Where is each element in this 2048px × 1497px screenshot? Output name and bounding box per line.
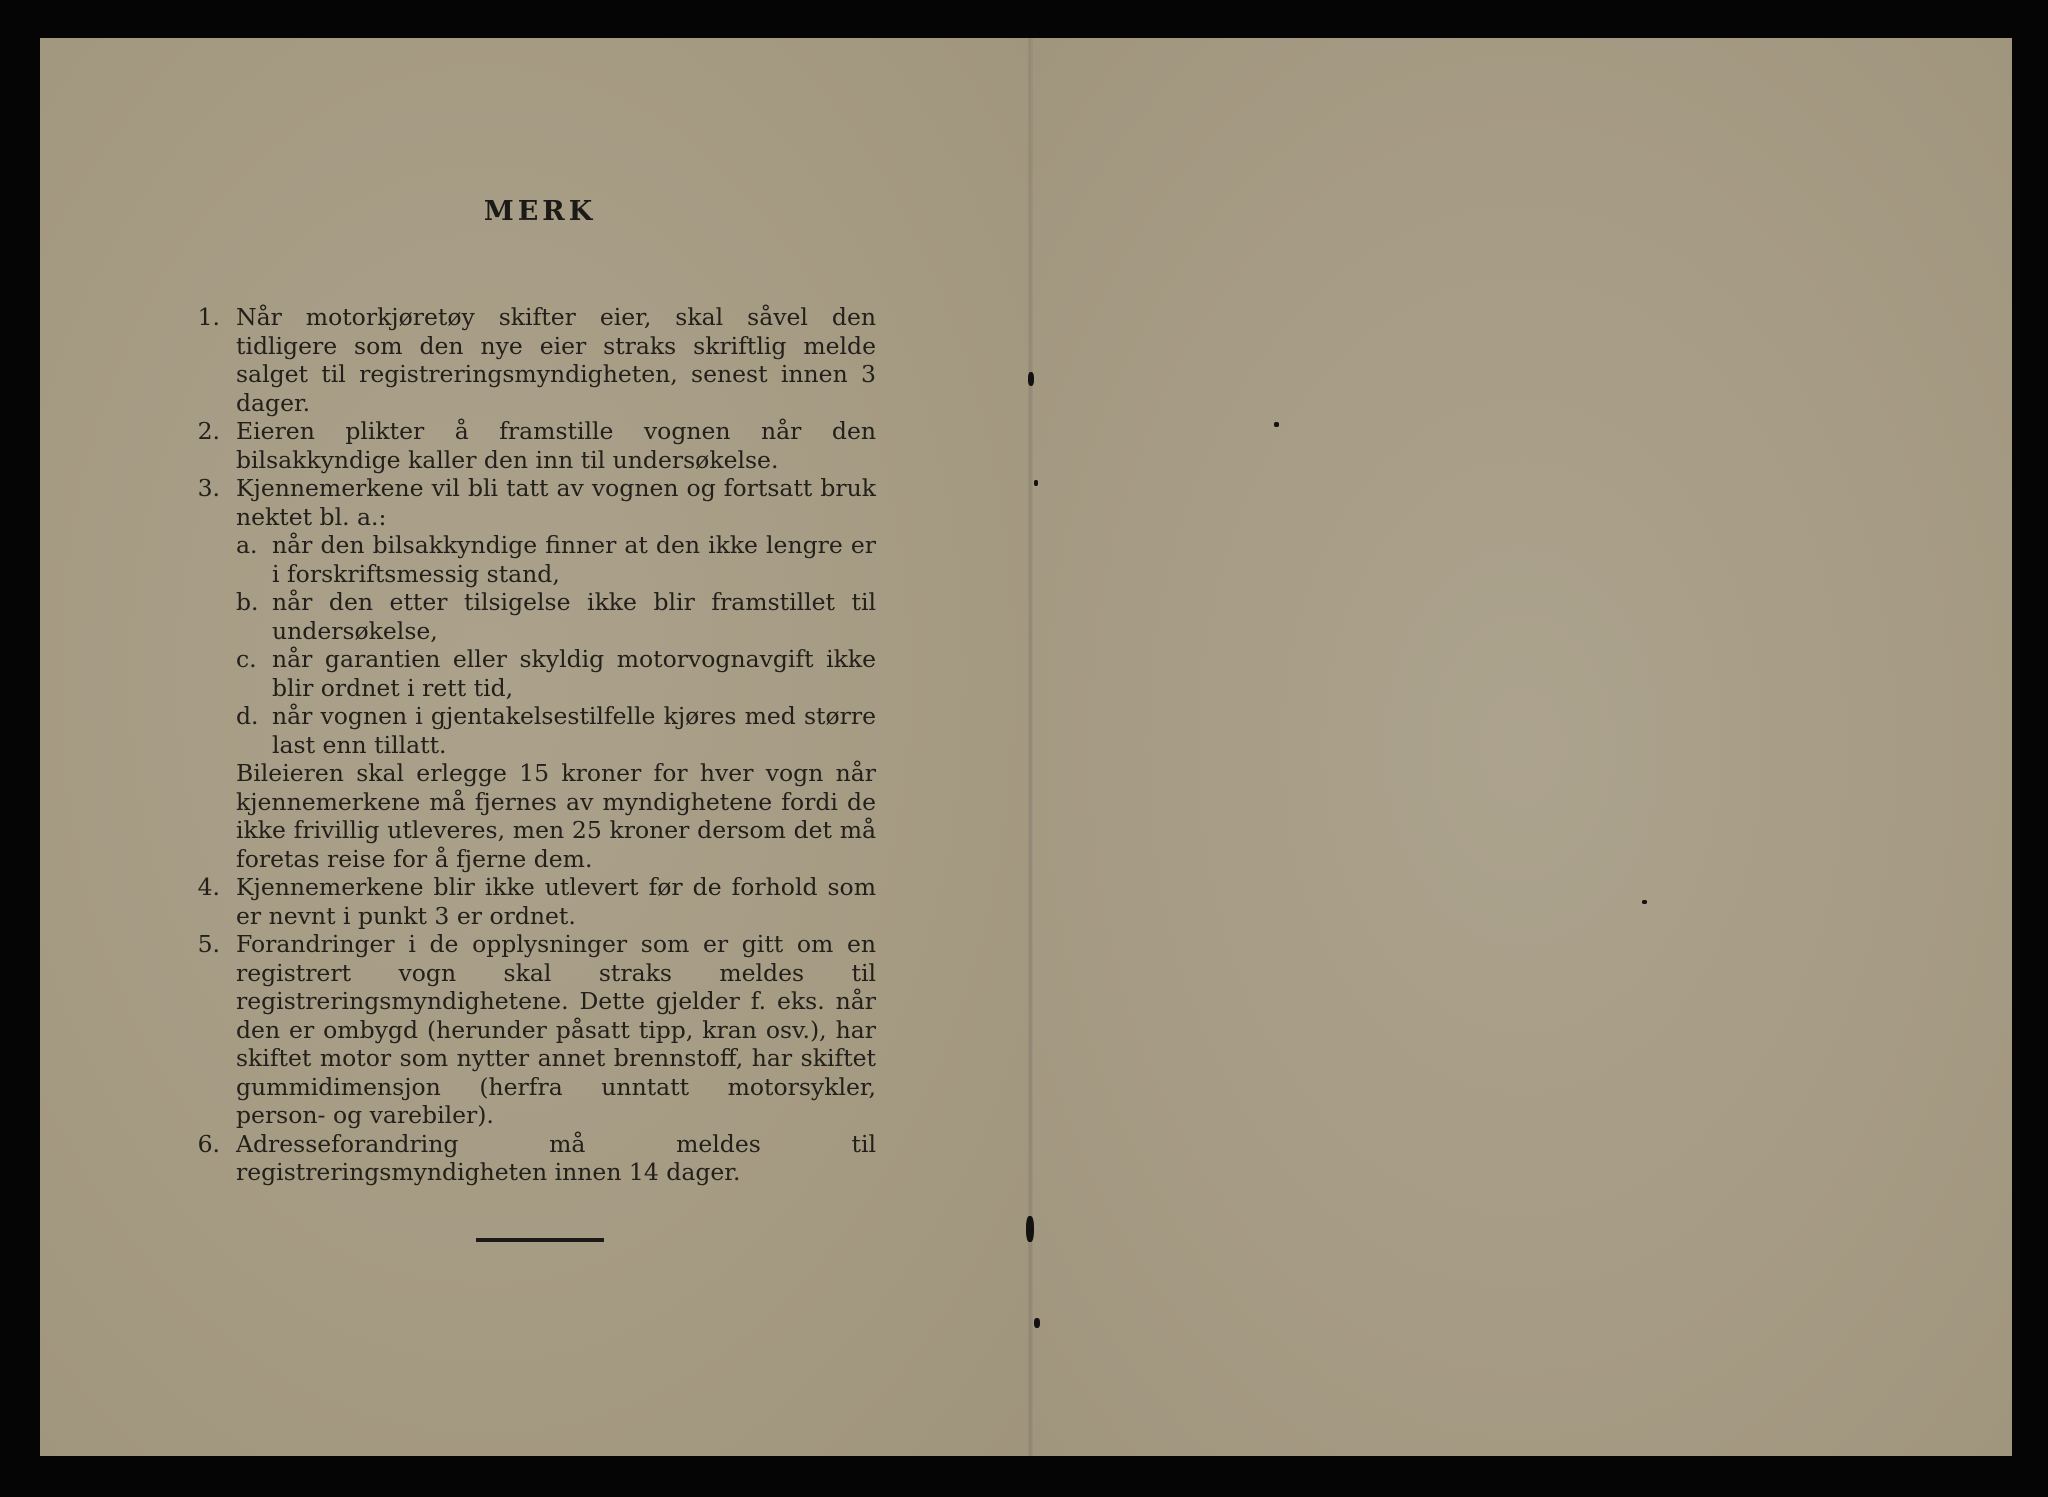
note-item — [190, 1130, 876, 1187]
note-text: Kjennemerkene vil bli tatt av vognen og fortsatt bruk nektet bl. a.: — [236, 474, 876, 531]
sub-text: når den etter tilsigelse ikke blir framstillet til undersøkelse, — [272, 588, 876, 645]
sub-text: når vognen i gjentakelsestilfelle kjøres med større last enn tillatt. — [272, 702, 876, 759]
staple-hole-mark — [1028, 372, 1034, 386]
center-fold — [1028, 38, 1034, 1456]
sub-letter: b. — [236, 588, 259, 616]
note-number: 4. — [197, 873, 220, 901]
closing-rule — [476, 1238, 604, 1242]
paper-speck — [1642, 900, 1647, 904]
note-text: Eieren plikter å framstille vognen når den bilsakkyndige kaller den inn til undersøkelse. — [236, 417, 876, 474]
note-text: Adresseforandring må meldes til registreringsmyndigheten innen 14 dager. — [236, 1129, 876, 1186]
notes-list — [190, 303, 876, 1187]
note-item — [190, 930, 876, 1130]
note-number: 6. — [197, 1129, 220, 1158]
staple-hole-mark — [1026, 1216, 1034, 1242]
note-item — [190, 417, 876, 474]
sub-item — [236, 702, 876, 759]
sub-item — [236, 645, 876, 702]
sub-letter: d. — [236, 702, 259, 730]
note-fee-paragraph: Bileieren skal erlegge 15 kroner for hver vogn når kjennemerkene må fjernes av myndighetene fordi de ikke frivillig utleveres, men 25 kroner dersom det må foretas reise for å fjerne dem. — [236, 759, 876, 873]
paper-speck — [1034, 480, 1038, 486]
note-item — [190, 873, 876, 930]
paper-speck — [1274, 422, 1279, 427]
note-number: 5. — [197, 930, 220, 958]
note-text: Når motorkjøretøy skifter eier, skal såvel den tidligere som den nye eier straks skriftlig melde salget til registreringsmyndigheten, senest innen 3 dager. — [236, 303, 876, 417]
right-page — [1032, 38, 2012, 1456]
sub-letter: c. — [236, 645, 257, 673]
sub-letter: a. — [236, 531, 258, 559]
sub-item — [236, 588, 876, 645]
sub-text: når den bilsakkyndige finner at den ikke lengre er i forskriftsmessig stand, — [272, 531, 876, 588]
sub-item — [236, 531, 876, 588]
sub-list — [236, 531, 876, 759]
sub-text: når garantien eller skyldig motorvognavgift ikke blir ordnet i rett tid, — [272, 645, 876, 702]
note-number: 3. — [197, 474, 220, 502]
note-text: Kjennemerkene blir ikke utlevert før de forhold som er nevnt i punkt 3 er ordnet. — [236, 873, 876, 930]
note-item — [190, 474, 876, 873]
note-item — [190, 303, 876, 417]
note-number: 1. — [197, 303, 220, 331]
staple-hole-mark — [1034, 1318, 1040, 1328]
note-text: Forandringer i de opplysninger som er gitt om en registrert vogn skal straks meldes til registreringsmyndighetene. Dette gjelder f. eks. når den er ombygd (herunder påsatt tipp, kran osv.), har skiftet motor som nytter annet brennstoff, har skiftet gummidimensjon (herfra unntatt motorsykler, person- og varebiler). — [236, 930, 876, 1129]
heading-merk: MERK — [483, 196, 597, 227]
note-number: 2. — [197, 417, 220, 445]
